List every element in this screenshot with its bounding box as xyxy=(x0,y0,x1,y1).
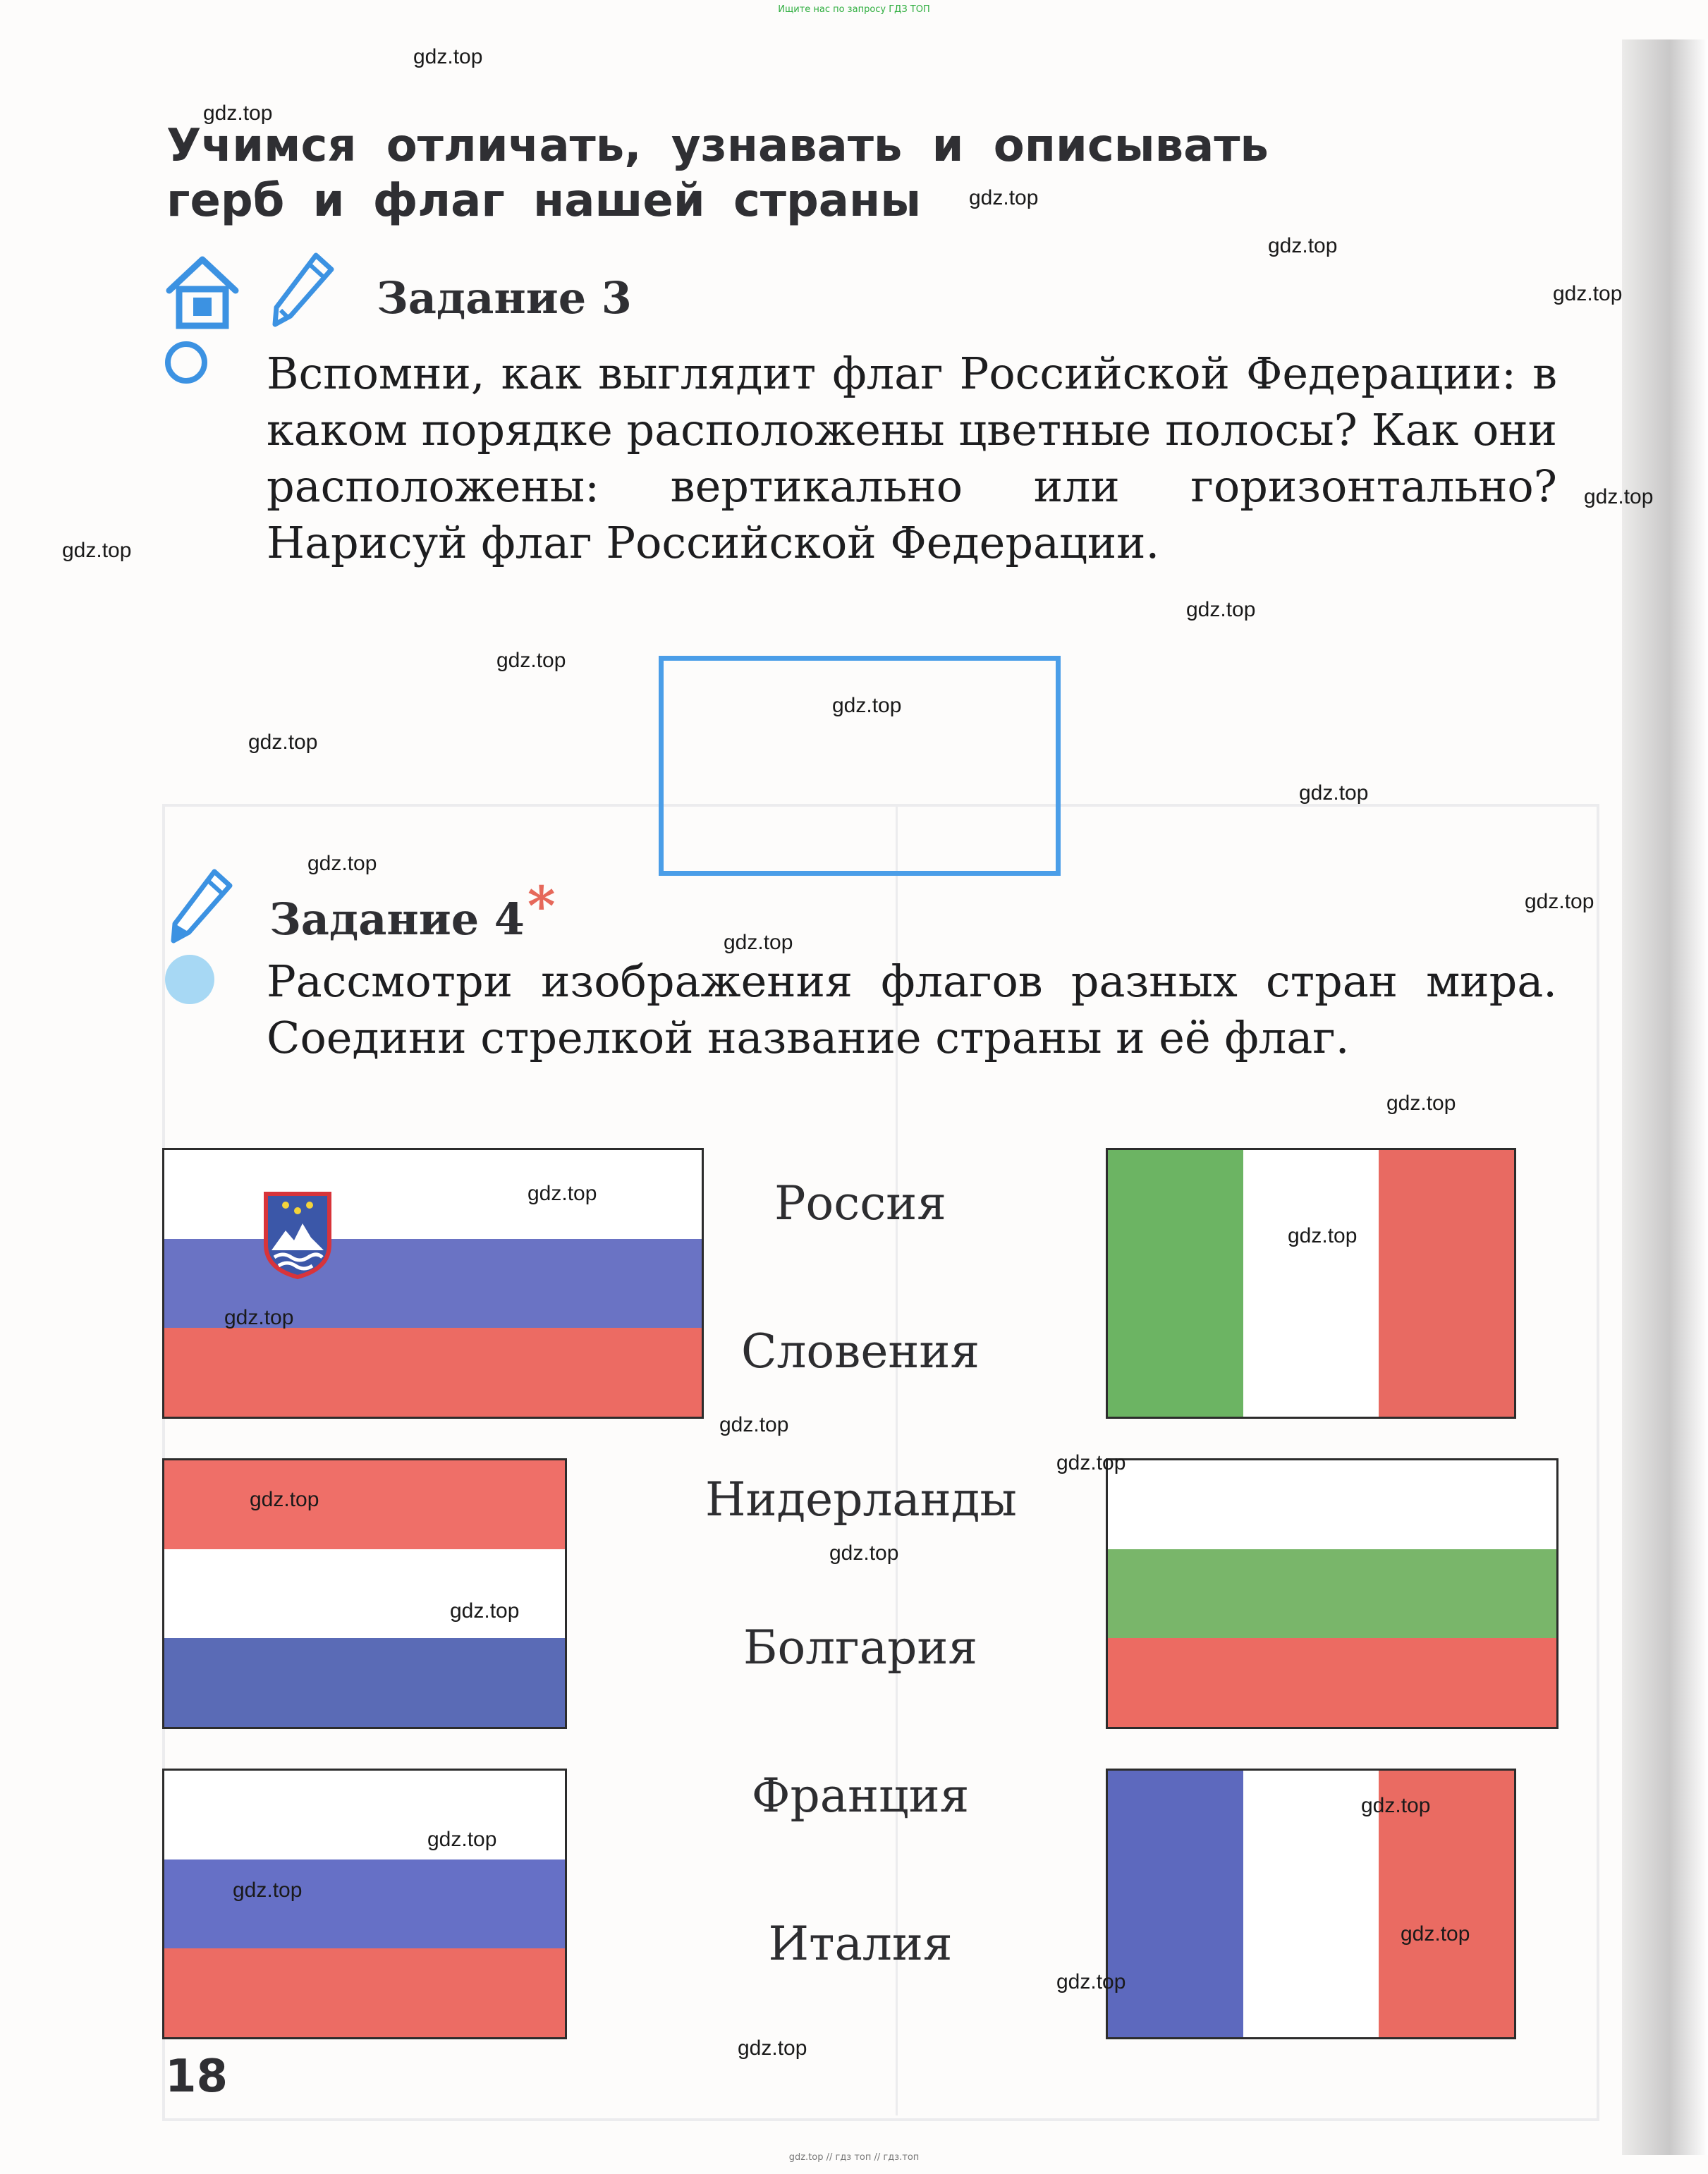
drawing-box[interactable] xyxy=(659,656,1061,876)
country-france[interactable]: Франция xyxy=(751,1769,970,1823)
watermark: gdz.top xyxy=(724,931,793,954)
header-note: Ищите нас по запросу ГДЗ ТОП xyxy=(778,4,930,15)
task3-text: Вспомни, как выглядит флаг Российской Федерации: в каком порядке расположены цветные полосы? Как они расположены: вертикально или горизонтально? Нарисуй флаг Российской Федерации. xyxy=(267,348,1557,568)
russia-stripe-white xyxy=(164,1771,565,1859)
france-flag[interactable] xyxy=(1106,1769,1516,2039)
circle-outline-icon xyxy=(165,341,207,384)
pencil-icon xyxy=(165,867,236,946)
slovenia-stripe-red xyxy=(164,1328,702,1417)
page-edge-shadow xyxy=(1622,39,1708,2155)
watermark: gdz.top xyxy=(62,539,132,562)
watermark: gdz.top xyxy=(832,694,902,717)
watermark: gdz.top xyxy=(1386,1092,1456,1115)
france-stripe-blue xyxy=(1108,1771,1243,2037)
watermark: gdz.top xyxy=(496,649,566,672)
task4-text: Рассмотри изображения флагов разных стран мира. Соедини стрелкой название страны и её флаг. xyxy=(267,955,1557,1063)
watermark: gdz.top xyxy=(427,1828,497,1851)
italy-stripe-white xyxy=(1243,1150,1379,1417)
country-russia[interactable]: Россия xyxy=(774,1176,946,1230)
bulgaria-stripe-green xyxy=(1108,1549,1556,1638)
watermark: gdz.top xyxy=(1401,1922,1470,1946)
page-number: 18 xyxy=(165,2051,228,2103)
watermark: gdz.top xyxy=(1525,890,1594,913)
bulgaria-stripe-white xyxy=(1108,1460,1556,1549)
watermark: gdz.top xyxy=(829,1541,899,1565)
netherlands-stripe-red xyxy=(164,1460,565,1549)
watermark: gdz.top xyxy=(203,102,273,125)
pencil-icon xyxy=(267,251,337,330)
watermark: gdz.top xyxy=(1056,1970,1126,1993)
country-italy[interactable]: Италия xyxy=(768,1917,953,1971)
watermark: gdz.top xyxy=(1268,234,1338,257)
slovenia-coat-of-arms-icon xyxy=(262,1190,334,1281)
russia-stripe-red xyxy=(164,1948,565,2037)
page-title-line-1: Учимся отличать, узнавать и описывать xyxy=(166,120,1269,172)
slovenia-flag[interactable] xyxy=(162,1148,704,1419)
watermark: gdz.top xyxy=(307,852,377,875)
slovenia-stripe-white xyxy=(164,1150,702,1239)
watermark: gdz.top xyxy=(250,1488,319,1511)
watermark: gdz.top xyxy=(1584,485,1654,508)
footer-note: gdz.top // гдз топ // гдз.топ xyxy=(788,2152,920,2163)
page-title xyxy=(166,118,1269,228)
watermark: gdz.top xyxy=(738,2036,807,2060)
watermark: gdz.top xyxy=(1056,1451,1126,1474)
watermark: gdz.top xyxy=(1299,781,1369,805)
netherlands-stripe-white xyxy=(164,1549,565,1638)
watermark: gdz.top xyxy=(719,1413,789,1436)
page-title-line-2: герб и флаг нашей страны xyxy=(166,175,922,227)
task3-heading-text: Задание 3 xyxy=(377,272,632,324)
watermark: gdz.top xyxy=(233,1879,303,1902)
country-slovenia[interactable]: Словения xyxy=(741,1324,980,1379)
watermark: gdz.top xyxy=(224,1306,294,1329)
russia-stripe-blue xyxy=(164,1859,565,1948)
watermark: gdz.top xyxy=(413,45,483,68)
watermark: gdz.top xyxy=(1553,282,1623,305)
russia-flag[interactable] xyxy=(162,1769,567,2039)
country-bulgaria[interactable]: Болгария xyxy=(743,1620,977,1675)
watermark: gdz.top xyxy=(527,1182,597,1205)
watermark: gdz.top xyxy=(248,731,318,754)
star-icon: * xyxy=(527,874,556,937)
watermark: gdz.top xyxy=(1186,598,1256,621)
task4-heading-text: Задание 4 xyxy=(269,893,525,945)
task3-heading xyxy=(377,272,632,324)
circle-filled-icon xyxy=(165,955,214,1004)
watermark: gdz.top xyxy=(969,186,1039,209)
bulgaria-flag[interactable] xyxy=(1106,1458,1558,1729)
netherlands-stripe-blue xyxy=(164,1638,565,1727)
italy-flag[interactable] xyxy=(1106,1148,1516,1419)
netherlands-flag[interactable] xyxy=(162,1458,567,1729)
italy-stripe-green xyxy=(1108,1150,1243,1417)
task4-heading xyxy=(269,874,556,945)
watermark: gdz.top xyxy=(450,1599,520,1623)
france-stripe-white xyxy=(1243,1771,1379,2037)
bulgaria-stripe-red xyxy=(1108,1638,1556,1727)
watermark: gdz.top xyxy=(1288,1224,1358,1247)
watermark: gdz.top xyxy=(1361,1794,1431,1817)
country-netherlands[interactable]: Нидерланды xyxy=(705,1472,1017,1527)
italy-stripe-red xyxy=(1379,1150,1514,1417)
home-icon xyxy=(164,254,241,331)
